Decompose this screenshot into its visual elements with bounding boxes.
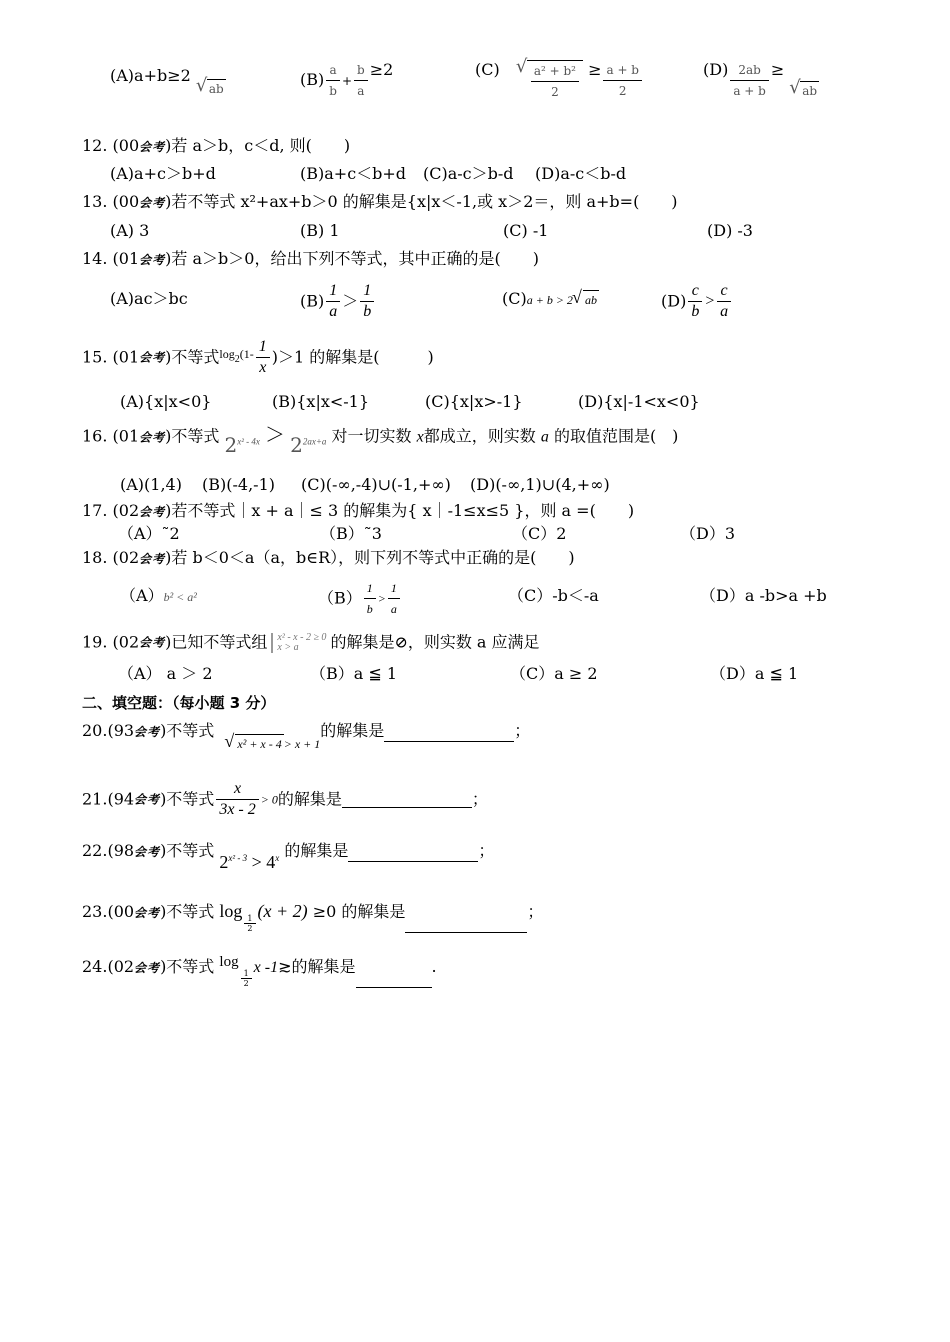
q19-option-d[interactable]: （D）a ≦ 1 <box>710 664 799 683</box>
q12-option-a[interactable]: (A)a+c＞b+d <box>110 164 216 183</box>
huikao-tag: 会考 <box>139 350 166 365</box>
q13-option-c[interactable]: (C) -1 <box>503 221 549 240</box>
q23-answer-blank[interactable] <box>405 916 527 933</box>
q18-option-b[interactable]: （B） $\frac{1}{b}$ > $\frac{1}{a}$ <box>318 578 402 619</box>
q14-option-d[interactable]: (D) $\frac{c}{b}$ > $\frac{c}{a}$ <box>661 281 733 322</box>
q14-option-b[interactable]: (B) $\frac{1}{a}$ ＞ $\frac{1}{b}$ <box>300 281 376 322</box>
q16-option-b[interactable]: (B)(-4,-1) <box>202 475 275 494</box>
q11-option-b[interactable]: (B) $\frac{a}{b}$ + $\frac{b}{a}$ ≥2 <box>300 60 393 101</box>
q17-option-d[interactable]: （D）3 <box>680 524 736 543</box>
q12-option-b[interactable]: (B)a+c＜b+d <box>300 164 407 183</box>
q13-option-d[interactable]: (D) -3 <box>707 221 753 240</box>
q11-option-a[interactable] <box>110 66 226 96</box>
q14-option-b-frac2: $\frac{1}{b}$ <box>360 281 374 322</box>
huikao-tag: 会考 <box>139 635 166 650</box>
q21-frac: $\frac{x}{3x - 2}$ <box>216 779 258 820</box>
q15-option-c[interactable]: (C){x|x>-1} <box>425 392 523 411</box>
huikao-tag: 会考 <box>134 961 161 975</box>
q20-root: √ x² + x - 4 <box>235 734 283 753</box>
q16-expr-right: $2^{2ax+a}$ <box>290 432 327 457</box>
q11-option-c-label: (C) <box>475 60 500 79</box>
q14-option-d-frac1: $\frac{c}{b}$ <box>688 281 702 322</box>
q11-option-d[interactable]: (D) $\frac{2ab}{a + b}$ ≥√ ab <box>703 60 819 101</box>
q22-answer-blank[interactable] <box>348 845 478 862</box>
q17-stem: 17. (02会考)若不等式｜x + a｜≤ 3 的解集为{ x｜-1≤x≤5 }，则 a =( ) <box>82 501 635 520</box>
q21-stem: 21.(94会考)不等式 $\frac{x}{3x - 2}$ > 0的解集是 ； <box>82 780 488 818</box>
huikao-tag: 会考 <box>134 725 161 739</box>
q14-option-b-frac1: $\frac{1}{a}$ <box>326 281 340 322</box>
q13-option-a[interactable]: (A) 3 <box>110 221 150 240</box>
q15-option-d[interactable]: (D){x|-1<x<0} <box>578 392 700 411</box>
q19-inequality-system: x² - x - 2 ≥ 0 x > a <box>271 633 326 653</box>
q18-option-b-frac1: $\frac{1}{b}$ <box>364 578 376 619</box>
q12-option-c[interactable]: (C)a-c＞b-d <box>423 164 514 183</box>
q13-stem: 13. (00会考)若不等式 x²+ax+b＞0 的解集是{x|x＜-1,或 x＞2＝，则 a+b=( ) <box>82 192 678 211</box>
q16-stem: 16. (01会考)不等式 $2^{x^2 - 4x} > 2^{2ax+a}$ 对一切实数 x都成立，则实数 a 的取值范围是( ) <box>82 422 679 457</box>
huikao-tag: 会考 <box>134 792 161 807</box>
q24-stem: 24.(02会考)不等式 log $\frac{1}{2}$ x -1≳的解集是 . <box>82 954 437 988</box>
q16-option-d[interactable]: (D)(-∞,1)∪(4,+∞) <box>470 475 610 494</box>
q20-stem: 20.(93会考)不等式 √ x² + x - 4 $_{> x + 1}$的解集是 ； <box>82 721 530 742</box>
huikao-tag: 会考 <box>134 906 161 920</box>
huikao-tag: 会考 <box>139 505 166 519</box>
section-2-heading: 二、填空题：（每小题 3 分） <box>82 694 276 712</box>
q13-option-b[interactable]: (B) 1 <box>300 221 340 240</box>
q11-option-d-label: (D) <box>703 60 729 79</box>
huikao-tag: 会考 <box>139 552 166 566</box>
q14-option-a[interactable]: (A)ac＞bc <box>110 289 188 308</box>
q23-stem: 23.(00会考)不等式 log $\frac{1}{2}$ (x + 2) ≥0 的解集是 ； <box>82 901 544 933</box>
q17-option-c[interactable]: （C）2 <box>512 524 567 543</box>
q12-option-d[interactable]: (D)a-c＜b-d <box>535 164 627 183</box>
q19-option-b[interactable]: （B）a ≦ 1 <box>310 664 398 683</box>
huikao-tag: 会考 <box>139 196 166 210</box>
q19-option-a[interactable]: （A） a ＞ 2 <box>118 664 213 683</box>
q12-stem: 12. (00会考)若 a＞b，c＜d, 则( ) <box>82 136 351 155</box>
q19-option-c[interactable]: （C）a ≥ 2 <box>510 664 598 683</box>
q17-option-a[interactable]: （A）˜2 <box>118 524 180 543</box>
huikao-tag: 会考 <box>134 845 161 859</box>
q15-stem: 15. (01会考)不等式$\log_2(1-$ $\frac{1}{x}$ )＞1 的解集是( ) <box>82 338 434 376</box>
q16-expr-left: $2^{x^2 - 4x}$ <box>224 432 260 457</box>
q11-option-b-label: (B) <box>300 70 325 89</box>
q14-option-d-frac2: $\frac{c}{a}$ <box>717 281 731 322</box>
q11-option-b-frac1: $\frac{a}{b}$ <box>326 60 340 101</box>
q11-option-a-text: (A)a+b≥2 <box>110 66 191 85</box>
q23-log-base: $\frac{1}{2}$ <box>244 914 255 933</box>
q15-option-b[interactable]: (B){x|x<-1} <box>272 392 370 411</box>
q18-stem: 18. (02会考)若 b＜0＜a（a，b∈R），则下列不等式中正确的是( ) <box>82 548 575 567</box>
q15-frac: $\frac{1}{x}$ <box>256 337 270 378</box>
q16-option-a[interactable]: (A)(1,4) <box>120 475 182 494</box>
q11-option-c-root: √ $\frac{\text{a² + b²}}{2}$ <box>527 60 583 102</box>
q20-answer-blank[interactable] <box>384 725 514 742</box>
q18-option-d[interactable]: （D）a -b>a +b <box>700 586 827 605</box>
q18-option-b-frac2: $\frac{1}{a}$ <box>388 578 400 619</box>
huikao-tag: 会考 <box>139 253 166 267</box>
q11-option-d-frac: $\frac{2ab}{a + b}$ <box>730 60 769 101</box>
q11-option-c[interactable]: (C) √ $\frac{\text{a² + b²}}{2}$ ≥ $\frac{a + b}{2}$ <box>475 60 644 102</box>
q17-option-b[interactable]: （B）˜3 <box>320 524 382 543</box>
q22-expr: $2^{x^2 - 3} > 4^x$ <box>219 852 280 872</box>
huikao-tag: 会考 <box>139 140 166 154</box>
q22-stem: 22.(98会考)不等式 $2^{x^2 - 3} > 4^x$ 的解集是 ； <box>82 841 495 872</box>
q14-stem: 14. (01会考)若 a＞b＞0，给出下列不等式，其中正确的是( ) <box>82 249 539 268</box>
q11-option-b-frac2: $\frac{b}{a}$ <box>354 60 368 101</box>
huikao-tag: 会考 <box>139 430 166 445</box>
q11-option-d-root: √ ab <box>800 81 819 100</box>
q15-option-a[interactable]: (A){x|x<0} <box>120 392 212 411</box>
q11-option-c-frac: $\frac{a + b}{2}$ <box>603 60 642 101</box>
q24-log-base: $\frac{1}{2}$ <box>241 969 252 988</box>
q14-option-c-root: √ ab <box>583 290 599 309</box>
q16-option-c[interactable]: (C)(-∞,-4)∪(-1,+∞) <box>301 475 451 494</box>
q19-stem: 19. (02会考)已知不等式组 x² - x - 2 ≥ 0 x > a 的解集是⊘，则实数 a 应满足 <box>82 631 540 653</box>
q18-option-a[interactable]: （A）b² < a² <box>120 586 197 605</box>
q18-option-c[interactable]: （C）-b＜-a <box>508 586 599 605</box>
q21-answer-blank[interactable] <box>342 791 472 808</box>
q24-answer-blank[interactable] <box>356 971 432 988</box>
q14-option-c[interactable]: (C)a + b > 2√ ab <box>502 289 599 310</box>
q11-option-a-root: √ ab <box>207 79 226 98</box>
